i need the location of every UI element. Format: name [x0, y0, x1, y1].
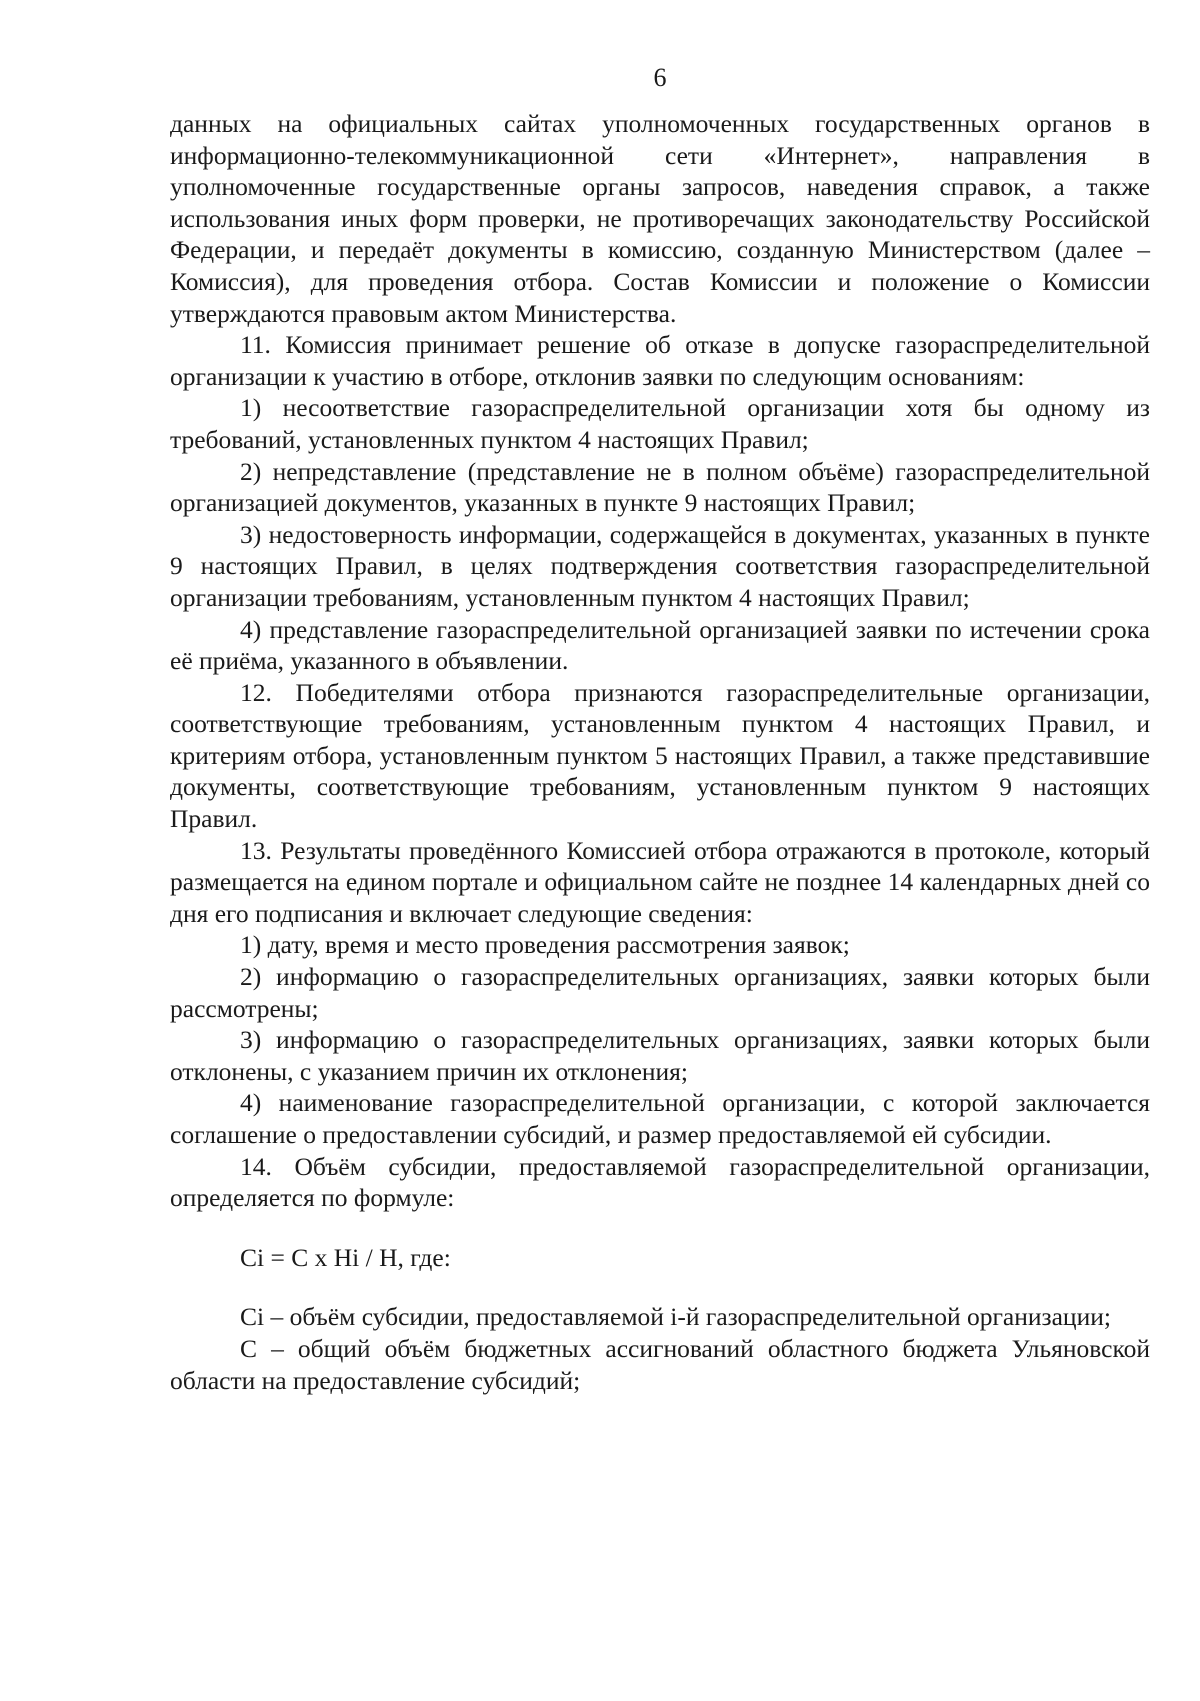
paragraph-14: 14. Объём субсидии, предоставляемой газораспределительной организации, определяется по формуле: [170, 1151, 1150, 1213]
formula: Ci = C x Hi / H, где: [240, 1242, 451, 1272]
paragraph-11: 11. Комиссия принимает решение об отказе в допуске газораспределительной организации к участию в отборе, отклонив заявки по следующим основаниям: [170, 330, 1150, 391]
spacer [170, 1214, 1150, 1242]
paragraph-13: 13. Результаты проведённого Комиссией отбора отражаются в протоколе, который размещается на едином портале и официальном сайте не позднее 14 календарных дней со дня его подписания и включает следующие сведения: [170, 835, 1150, 928]
paragraph-13-item-4: 4) наименование газораспределительной организации, с которой заключается соглашение о предоставлении субсидий, и размер предоставляемой ей субсидии. [170, 1088, 1150, 1149]
paragraph-11-item-4: 4) представление газораспределительной организацией заявки по истечении срока её приёма, указанного в объявлении. [170, 614, 1150, 676]
paragraph-intro: данных на официальных сайтах уполномоченных государственных органов в информационно-телекоммуникационной сети «Интернет», направления в уполномоченные государственные органы запросов, наведения справок, а также использования иных форм проверки, не противоречащих законодательству Российской Федерации, и передаёт документы в комиссию, созданную Министерством (далее – Комиссия), для проведения отбора. Состав Комиссии и положение о Комиссии утверждаются правовым актом Министерства. [170, 109, 1150, 328]
definition-ci: Ci – объём субсидии, предоставляемой i-й газораспределительной организации; [240, 1302, 1111, 1332]
paragraph-13-item-1: 1) дату, время и место проведения рассмотрения заявок; [240, 930, 850, 960]
spacer [170, 1273, 1150, 1301]
document-body [170, 108, 1150, 1396]
paragraph-11-item-2: 2) непредставление (представление не в полном объёме) газораспределительной организацией документов, указанных в пункте 9 настоящих Правил; [170, 456, 1150, 518]
paragraph-11-item-1: 1) несоответствие газораспределительной организации хотя бы одному из требований, установленных пунктом 4 настоящих Правил; [170, 393, 1150, 454]
paragraph-12: 12. Победителями отбора признаются газораспределительные организации, соответствующие требованиям, установленным пунктом 4 настоящих Правил, и критериям отбора, установленным пунктом 5 настоящих Правил, а также представившие документы, соответствующие требованиям, установленным пунктом 9 настоящих Правил. [170, 677, 1150, 834]
page-number: 6 [653, 63, 667, 92]
paragraph-11-item-3: 3) недостоверность информации, содержащейся в документах, указанных в пункте 9 настоящих Правил, в целях подтверждения соответствия газораспределительной организации требованиям, установленным пунктом 4 настоящих Правил; [170, 519, 1150, 612]
paragraph-13-item-3: 3) информацию о газораспределительных организациях, заявки которых были отклонены, с указанием причин их отклонения; [170, 1025, 1150, 1086]
paragraph-13-item-2: 2) информацию о газораспределительных организациях, заявки которых были рассмотрены; [170, 962, 1150, 1023]
definition-c: С – общий объём бюджетных ассигнований областного бюджета Ульяновской области на предоставление субсидий; [170, 1333, 1150, 1395]
